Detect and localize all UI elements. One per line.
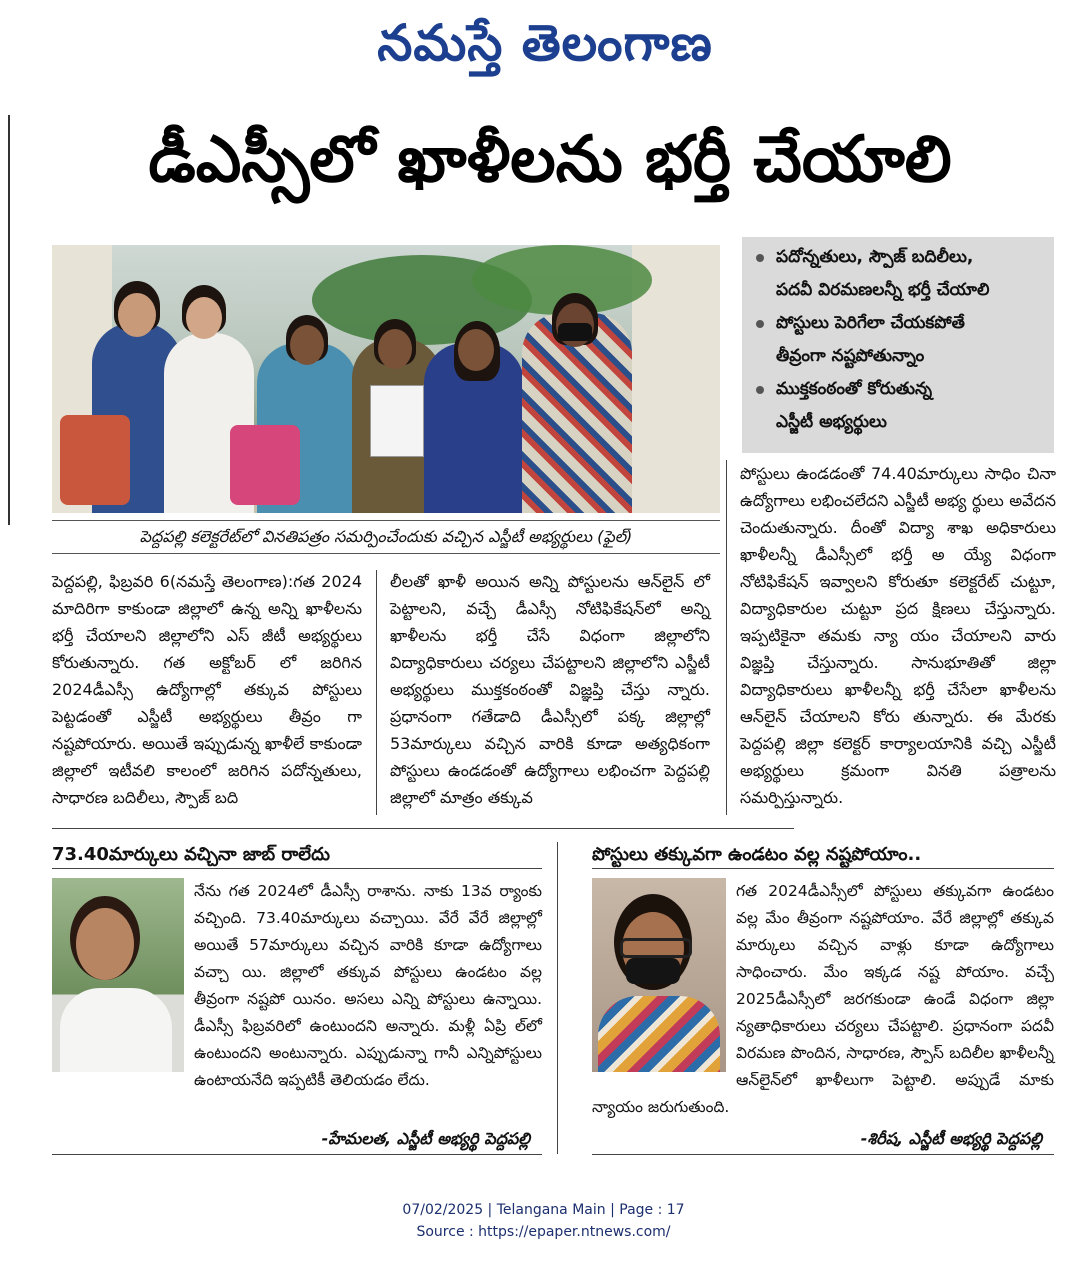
column-divider xyxy=(726,460,727,815)
photo-face-mask xyxy=(558,323,592,341)
box-right-signature: -శిరీష, ఎస్జీటీ అభ్యర్థి పెద్దపల్లి xyxy=(860,1129,1042,1148)
page-edge-rule xyxy=(8,115,10,525)
box-right-title: పోస్టులు తక్కువగా ఉండటం వల్ల నష్టపోయాం.. xyxy=(592,844,922,865)
photo-bag xyxy=(60,415,130,505)
box-left-signature: -హేమలత, ఎస్జీటీ అభ్యర్థి పెద్దపల్లి xyxy=(321,1129,530,1148)
footer-date-edition: 07/02/2025 | Telangana Main | Page : 17 xyxy=(402,1202,685,1218)
highlight-line: పదోన్నతులు, స్పౌజ్ బదిలీలు, xyxy=(776,247,974,267)
highlight-line: పోస్టులు పెరిగేలా చేయకపోతే xyxy=(776,313,965,333)
float-spacer xyxy=(52,878,194,1076)
photo-head xyxy=(186,297,222,339)
article-text: పోస్టులు ఉండడంతో 74.40మార్కులు సాధిం చినా ఉద్యోగాలు లభించలేదని ఎస్జీటీ అభ్య ర్థులు అవేదన చెందుతున్నారు. దీంతో విద్యా శాఖ అధికారులు ఖాళీలన్నీ డీఎస్సీలో భర్తీ అ య్యే విధంగా నోటిఫికేషన్ ఇవ్వాలని కోరుతూ కలెక్టరేట్ చుట్టూ, విద్యాధికారుల చుట్టూ ప్రద క్షిణలు చేస్తున్నారు. ఇప్పటికైనా తమకు న్యా యం చేయాలని వారు విజ్ఞప్తి చేస్తున్నారు. సానుభూతితో జిల్లా విద్యాధికారులు ఖాళీలన్నీ భర్తీ చేసేలా ఖాళీలను ఆన్‌లైన్ చేయాలని కోరు తున్నారు. ఈ మేరకు పెద్దపల్లి జిల్లా కలెక్టర్ కార్యాలయానికి వచ్చి ఎస్జీటీ అభ్యర్థులు క్రమంగా వినతి పత్రాలను సమర్పిస్తున్నారు. xyxy=(740,464,1056,807)
box-right-text-area xyxy=(592,878,1054,1128)
highlight-line: పదవీ విరమణలన్నీ భర్తీ చేయాలి xyxy=(776,280,990,300)
photo-head xyxy=(290,325,324,365)
news-photo xyxy=(52,245,720,513)
photo-head xyxy=(378,329,412,369)
column-divider xyxy=(376,570,377,815)
footer-source: Source : https://epaper.ntnews.com/ xyxy=(416,1224,671,1240)
highlight-item xyxy=(742,373,1054,439)
highlight-line: ఎస్జీటీ అభ్యర్థులు xyxy=(776,412,887,432)
masthead-logo: నమస్తే తెలంగాణ xyxy=(377,13,713,72)
photo-head xyxy=(118,293,156,337)
highlight-line: ముక్తకంఠంతో కోరుతున్న xyxy=(776,379,932,399)
photo-head xyxy=(458,329,494,371)
bullet-icon xyxy=(756,254,764,262)
highlight-line: తీవ్రంగా నష్టపోతున్నాం xyxy=(776,346,925,366)
box-left-text-area xyxy=(52,878,542,1128)
article-column-1 xyxy=(52,568,362,818)
box-left-bottom-rule xyxy=(52,1154,542,1155)
box-right-bottom-rule xyxy=(592,1154,1054,1155)
highlight-item xyxy=(742,241,1054,307)
photo-bag xyxy=(230,425,300,505)
section-divider xyxy=(52,828,794,829)
box-left-text: నేను గత 2024లో డీఎస్సీ రాశాను. నాకు 13వ ర్యాంకు వచ్చింది. 73.40మార్కులు వచ్చాయి. వేరే వేరే జిల్లాల్లో అయితే 57మార్కులు వచ్చిన వారికి కూడా ఉద్యోగాలు వచ్చా యి. జిల్లాలో తక్కువ పోస్టులు ఉండటం వల్ల తీవ్రంగా నష్టపో యినం. అసలు ఎన్ని పోస్టులు ఉన్నాయి. డీఎస్సీ ఫిబ్రవరిలో ఉంటుందని అన్నారు. మళ్లీ ఏప్రి ల్‌లో ఉంటుందని అంటున్నారు. ఎప్పుడున్నా గానీ ఎన్నిపోస్టులు ఉంటాయనేది ఇప్పటికీ తెలియడం లేదు. xyxy=(194,882,542,1089)
box-right-rule xyxy=(592,868,1054,869)
bullet-icon xyxy=(756,386,764,394)
box-right-text: గత 2024డీఎస్సీలో పోస్టులు తక్కువగా ఉండటం వల్ల మేం తీవ్రంగా నష్టపోయాం. వేరే జిల్లాల్లో తక్కువ మార్కులు వచ్చిన వాళ్లు కూడా ఉద్యోగాలు సాధించారు. మేం ఇక్కడ నష్ట పోయాం. వచ్చే 2025డీఎస్సీలో జరగకుండా ఉండే విధంగా జిల్లా న్యతాధికారులు చర్యలు చేపట్టాలి. ప్రధానంగా పదవీ విరమణ పొందిన, సాధారణ, స్పౌస్ బదిలీల ఖాళీలన్నీ ఆన్‌లైన్‌లో ఖాళీలుగా పెట్టాలి. అప్పుడే మాకు న్యాయం జరుగుతుంది. xyxy=(592,882,1054,1116)
box-left-title: 73.40మార్కులు వచ్చినా జాబ్ రాలేదు xyxy=(52,844,331,865)
article-column-2 xyxy=(390,568,710,818)
highlight-item xyxy=(742,307,1054,373)
headline: డీఎస్సీలో ఖాళీలను భర్తీ చేయాలి xyxy=(148,123,952,197)
box-divider xyxy=(557,842,558,1154)
bullet-icon xyxy=(756,320,764,328)
article-text: లీలతో ఖాళీ అయిన అన్ని పోస్టులను ఆన్‌లైన్ లో పెట్టాలని, వచ్చే డీఎస్సీ నోటిఫికేషన్‌లో అన్ని ఖాళీలను భర్తీ చేసే విధంగా జిల్లాలోని విద్యాధికారులు చర్యలు చేపట్టాలని జిల్లాలోని ఎస్జీటీ అభ్యర్థులు ముక్తకంఠంతో విజ్ఞప్తి చేస్తు న్నారు. ప్రధానంగా గతేడాది డీఎస్సీలో పక్క జిల్లాల్లో 53మార్కులు వచ్చిన వారికి కూడా అత్యధికంగా పోస్టులు ఉండడంతో ఉద్యోగాలు లభించగా పెద్దపల్లి జిల్లాలో మాత్రం తక్కువ xyxy=(390,572,710,807)
box-left-rule xyxy=(52,868,542,869)
article-text: పెద్దపల్లి, ఫిబ్రవరి 6(నమస్తే తెలంగాణ):గత 2024 మాదిరిగా కాకుండా జిల్లాలో ఉన్న అన్ని ఖాళీలను భర్తీ చేయాలని జిల్లాలోని ఎస్ జీటీ అభ్యర్థులు కోరుతున్నారు. గత అక్టోబర్ లో జరిగిన 2024డీఎస్సీ ఉద్యోగాల్లో తక్కువ పోస్టులు పెట్టడంతో ఎస్జీటీ అభ్యర్థులు తీవ్రం గా నష్టపోయారు. అయితే ఇప్పుడున్న ఖాళీలే కాకుండా జిల్లాలో ఇటీవలి కాలంలో జరిగిన పదోన్నతులు, సాధారణ బదిలీలు, స్పౌజ్ బది xyxy=(52,572,362,807)
highlights-box xyxy=(742,237,1054,453)
float-spacer xyxy=(592,878,736,1076)
photo-caption: పెద్దపల్లి కలెక్టరేట్‌లో వినతిపత్రం సమర్పించేందుకు వచ్చిన ఎస్జీటీ అభ్యర్థులు (ఫైల్) xyxy=(52,520,720,554)
photo-document xyxy=(370,385,424,457)
article-column-3 xyxy=(740,460,1056,818)
